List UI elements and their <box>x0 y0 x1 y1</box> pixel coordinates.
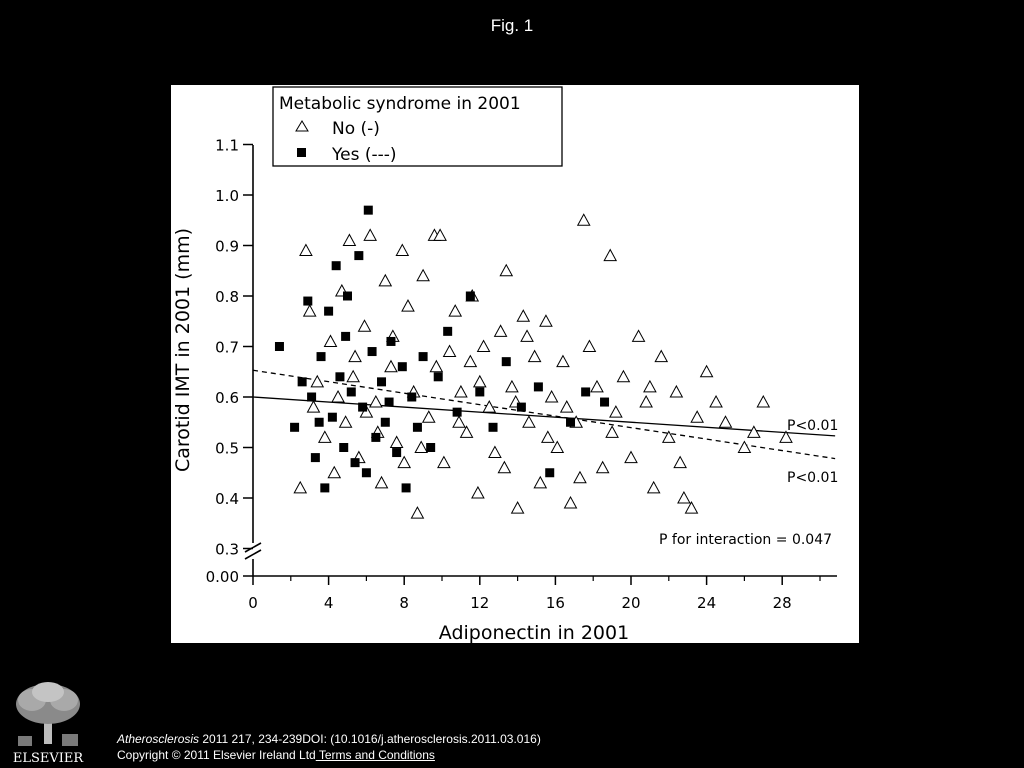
point-yes <box>385 398 394 407</box>
citation-line <box>117 731 541 747</box>
point-no <box>655 351 667 362</box>
point-yes <box>320 483 329 492</box>
legend <box>273 87 562 166</box>
point-yes <box>517 403 526 412</box>
point-no <box>561 401 573 412</box>
point-yes <box>534 382 543 391</box>
point-no <box>610 406 622 417</box>
y-tick-label: 1.1 <box>215 136 239 155</box>
x-tick-label: 20 <box>621 594 641 612</box>
point-no <box>430 361 442 372</box>
point-no <box>720 416 732 427</box>
point-no <box>617 371 629 382</box>
point-no <box>495 325 507 336</box>
point-yes <box>426 443 435 452</box>
point-yes <box>317 352 326 361</box>
point-yes <box>371 433 380 442</box>
point-yes <box>290 423 299 432</box>
point-no <box>343 234 355 245</box>
point-yes <box>347 387 356 396</box>
point-yes <box>466 292 475 301</box>
point-no <box>757 396 769 407</box>
point-no <box>391 436 403 447</box>
point-yes <box>339 443 348 452</box>
point-no <box>674 457 686 468</box>
point-yes <box>489 423 498 432</box>
point-yes <box>502 357 511 366</box>
point-no <box>304 305 316 316</box>
legend-entry-no: No (-) <box>332 119 380 139</box>
interaction-annotation: P for interaction = 0.047 <box>659 532 833 548</box>
point-yes <box>581 387 590 396</box>
y-tick-label: 0.5 <box>215 439 239 458</box>
point-yes <box>566 418 575 427</box>
point-yes <box>275 342 284 351</box>
point-yes <box>358 403 367 412</box>
point-no <box>319 431 331 442</box>
point-yes <box>298 377 307 386</box>
point-no <box>640 396 652 407</box>
point-no <box>449 305 461 316</box>
point-no <box>597 462 609 473</box>
point-no <box>307 401 319 412</box>
point-no <box>648 482 660 493</box>
point-no <box>478 341 490 352</box>
point-no <box>534 477 546 488</box>
trend-label-dashed: P<0.01 <box>787 470 839 486</box>
point-yes <box>324 307 333 316</box>
x-tick-label: 16 <box>545 594 565 612</box>
trend-label-solid: P<0.01 <box>787 418 839 434</box>
point-no <box>359 320 371 331</box>
point-no <box>517 310 529 321</box>
point-no <box>670 386 682 397</box>
point-no <box>385 361 397 372</box>
point-yes <box>419 352 428 361</box>
point-yes <box>545 468 554 477</box>
point-no <box>551 442 563 453</box>
point-no <box>542 431 554 442</box>
point-no <box>340 416 352 427</box>
point-yes <box>343 292 352 301</box>
chart-panel <box>171 85 859 643</box>
point-no <box>438 457 450 468</box>
point-no <box>349 351 361 362</box>
point-no <box>748 426 760 437</box>
point-no <box>633 330 645 341</box>
point-no <box>644 381 656 392</box>
point-no <box>311 376 323 387</box>
point-yes <box>341 332 350 341</box>
point-yes <box>332 261 341 270</box>
point-no <box>444 346 456 357</box>
point-no <box>710 396 722 407</box>
point-no <box>300 245 312 256</box>
point-yes <box>303 297 312 306</box>
point-yes <box>381 418 390 427</box>
point-yes <box>368 347 377 356</box>
point-no <box>474 376 486 387</box>
point-yes <box>407 393 416 402</box>
point-yes <box>377 377 386 386</box>
point-no <box>540 315 552 326</box>
point-no <box>523 416 535 427</box>
point-no <box>461 426 473 437</box>
point-yes <box>402 483 411 492</box>
y-tick-label: 1.0 <box>215 187 239 205</box>
point-yes <box>413 423 422 432</box>
x-axis-label: Adiponectin in 2001 <box>438 622 630 643</box>
legend-square-icon <box>297 148 306 157</box>
x-tick-label: 28 <box>772 594 792 612</box>
figure-title: Fig. 1 <box>490 16 534 35</box>
point-no <box>701 366 713 377</box>
point-no <box>415 442 427 453</box>
point-yes <box>315 418 324 427</box>
point-yes <box>600 398 609 407</box>
point-yes <box>453 408 462 417</box>
citation-block <box>117 731 541 763</box>
point-yes <box>311 453 320 462</box>
point-yes <box>398 362 407 371</box>
x-tick-label: 24 <box>697 594 717 612</box>
point-no <box>738 442 750 453</box>
y-tick-label: 0.7 <box>215 338 239 357</box>
point-no <box>453 416 465 427</box>
trend-line-solid <box>253 397 835 436</box>
y-tick-label: 0.8 <box>215 288 239 306</box>
elsevier-tree-logo-icon <box>8 680 88 766</box>
point-no <box>625 452 637 463</box>
point-no <box>498 462 510 473</box>
point-no <box>606 426 618 437</box>
journal-name: Atherosclerosis <box>117 732 200 746</box>
point-no <box>500 265 512 276</box>
point-no <box>347 371 359 382</box>
point-no <box>529 351 541 362</box>
point-no <box>685 502 697 513</box>
chart-text <box>172 228 838 643</box>
copyright-line <box>117 747 541 763</box>
point-yes <box>362 468 371 477</box>
point-yes <box>351 458 360 467</box>
x-tick-label: 0 <box>248 594 258 612</box>
legend-entry-yes: Yes (---) <box>332 145 397 165</box>
point-no <box>678 492 690 503</box>
x-tick-label: 8 <box>399 594 409 612</box>
point-yes <box>475 387 484 396</box>
point-no <box>557 356 569 367</box>
point-no <box>546 391 558 402</box>
point-no <box>583 341 595 352</box>
point-no <box>324 335 336 346</box>
point-yes <box>328 413 337 422</box>
x-tick-label: 4 <box>323 594 334 612</box>
point-no <box>364 229 376 240</box>
point-yes <box>443 327 452 336</box>
y-break-label: 0.00 <box>205 568 239 586</box>
point-no <box>489 447 501 458</box>
x-tick-label: 12 <box>470 594 490 612</box>
point-no <box>294 482 306 493</box>
point-no <box>574 472 586 483</box>
point-no <box>578 214 590 225</box>
y-tick-label: 0.3 <box>215 540 239 559</box>
point-yes <box>307 393 316 402</box>
point-no <box>472 487 484 498</box>
point-no <box>565 497 577 508</box>
terms-link[interactable]: Terms and Conditions <box>315 748 435 762</box>
copyright-text: Copyright © 2011 Elsevier Ireland Ltd <box>117 748 316 762</box>
point-no <box>328 467 340 478</box>
point-yes <box>386 337 395 346</box>
logo-wordmark: ELSEVIER <box>12 751 84 766</box>
point-no <box>376 477 388 488</box>
point-no <box>379 275 391 286</box>
point-no <box>506 381 518 392</box>
scatter-chart <box>171 85 859 643</box>
y-axis-label: Carotid IMT in 2001 (mm) <box>172 228 194 472</box>
point-yes <box>335 372 344 381</box>
point-no <box>521 330 533 341</box>
point-no <box>332 391 344 402</box>
point-no <box>398 457 410 468</box>
point-no <box>423 411 435 422</box>
citation-details: 2011 217, 234-239DOI: (10.1016/j.atherosclerosis.2011.03.016) <box>199 732 541 746</box>
point-no <box>411 507 423 518</box>
point-no <box>604 250 616 261</box>
point-no <box>691 411 703 422</box>
point-yes <box>434 372 443 381</box>
point-no <box>417 270 429 281</box>
point-no <box>455 386 467 397</box>
legend-title: Metabolic syndrome in 2001 <box>279 94 521 114</box>
point-yes <box>364 206 373 215</box>
point-yes <box>354 251 363 260</box>
point-no <box>512 502 524 513</box>
point-yes <box>392 448 401 457</box>
point-no <box>464 356 476 367</box>
axis-break-icon <box>245 543 261 559</box>
y-tick-label: 0.6 <box>215 389 239 407</box>
point-no <box>396 245 408 256</box>
point-no <box>591 381 603 392</box>
y-tick-label: 0.9 <box>215 237 239 256</box>
y-tick-label: 0.4 <box>215 490 239 508</box>
point-no <box>402 300 414 311</box>
point-no <box>370 396 382 407</box>
